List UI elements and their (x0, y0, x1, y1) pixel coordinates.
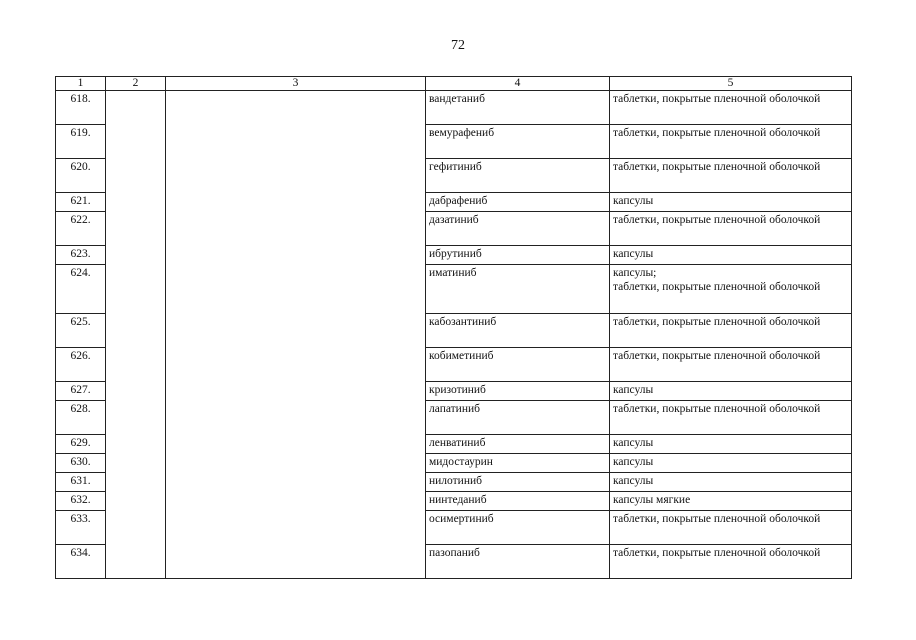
row-number: 633. (56, 511, 106, 545)
row-number: 620. (56, 159, 106, 193)
drug-name: кобиметиниб (426, 348, 610, 382)
row-number: 619. (56, 125, 106, 159)
row-number: 628. (56, 401, 106, 435)
header-col-2: 2 (106, 77, 166, 91)
drug-name: ибрутиниб (426, 246, 610, 265)
drug-name: нилотиниб (426, 473, 610, 492)
drug-name: вандетаниб (426, 91, 610, 125)
row-number: 631. (56, 473, 106, 492)
row-number: 634. (56, 545, 106, 579)
page-number: 72 (451, 38, 465, 53)
header-col-4: 4 (426, 77, 610, 91)
header-col-3: 3 (166, 77, 426, 91)
dosage-form: таблетки, покрытые пленочной оболочкой (610, 91, 852, 125)
drug-name: пазопаниб (426, 545, 610, 579)
dosage-form: таблетки, покрытые пленочной оболочкой (610, 348, 852, 382)
dosage-form: таблетки, покрытые пленочной оболочкой (610, 401, 852, 435)
row-number: 627. (56, 382, 106, 401)
dosage-form: капсулы (610, 193, 852, 212)
header-col-1: 1 (56, 77, 106, 91)
row-number: 623. (56, 246, 106, 265)
row-number: 626. (56, 348, 106, 382)
header-col-5: 5 (610, 77, 852, 91)
row-number: 629. (56, 435, 106, 454)
dosage-form: капсулы (610, 246, 852, 265)
drug-name: нинтеданиб (426, 492, 610, 511)
drug-table (55, 76, 852, 579)
dosage-form: таблетки, покрытые пленочной оболочкой (610, 125, 852, 159)
drug-name: вемурафениб (426, 125, 610, 159)
row-number: 630. (56, 454, 106, 473)
drug-name: лапатиниб (426, 401, 610, 435)
dosage-form: таблетки, покрытые пленочной оболочкой (610, 545, 852, 579)
drug-name: ленватиниб (426, 435, 610, 454)
dosage-form: таблетки, покрытые пленочной оболочкой (610, 159, 852, 193)
dosage-form: капсулы (610, 435, 852, 454)
column-3-cell (166, 91, 426, 579)
dosage-form: капсулы (610, 382, 852, 401)
dosage-form: капсулы; таблетки, покрытые пленочной оболочкой (610, 265, 852, 314)
dosage-form: капсулы мягкие (610, 492, 852, 511)
drug-name: иматиниб (426, 265, 610, 314)
drug-name: дабрафениб (426, 193, 610, 212)
dosage-form: капсулы (610, 473, 852, 492)
row-number: 625. (56, 314, 106, 348)
header-row (56, 77, 852, 91)
dosage-form: таблетки, покрытые пленочной оболочкой (610, 314, 852, 348)
table-body (56, 91, 852, 579)
dosage-form: таблетки, покрытые пленочной оболочкой (610, 511, 852, 545)
drug-name: кабозантиниб (426, 314, 610, 348)
row-number: 622. (56, 212, 106, 246)
dosage-form: капсулы (610, 454, 852, 473)
row-number: 624. (56, 265, 106, 314)
drug-name: кризотиниб (426, 382, 610, 401)
row-number: 632. (56, 492, 106, 511)
drug-name: гефитиниб (426, 159, 610, 193)
dosage-form: таблетки, покрытые пленочной оболочкой (610, 212, 852, 246)
row-number: 618. (56, 91, 106, 125)
drug-name: осимертиниб (426, 511, 610, 545)
drug-name: дазатиниб (426, 212, 610, 246)
table-row (56, 91, 852, 125)
drug-name: мидостаурин (426, 454, 610, 473)
row-number: 621. (56, 193, 106, 212)
column-2-cell (106, 91, 166, 579)
